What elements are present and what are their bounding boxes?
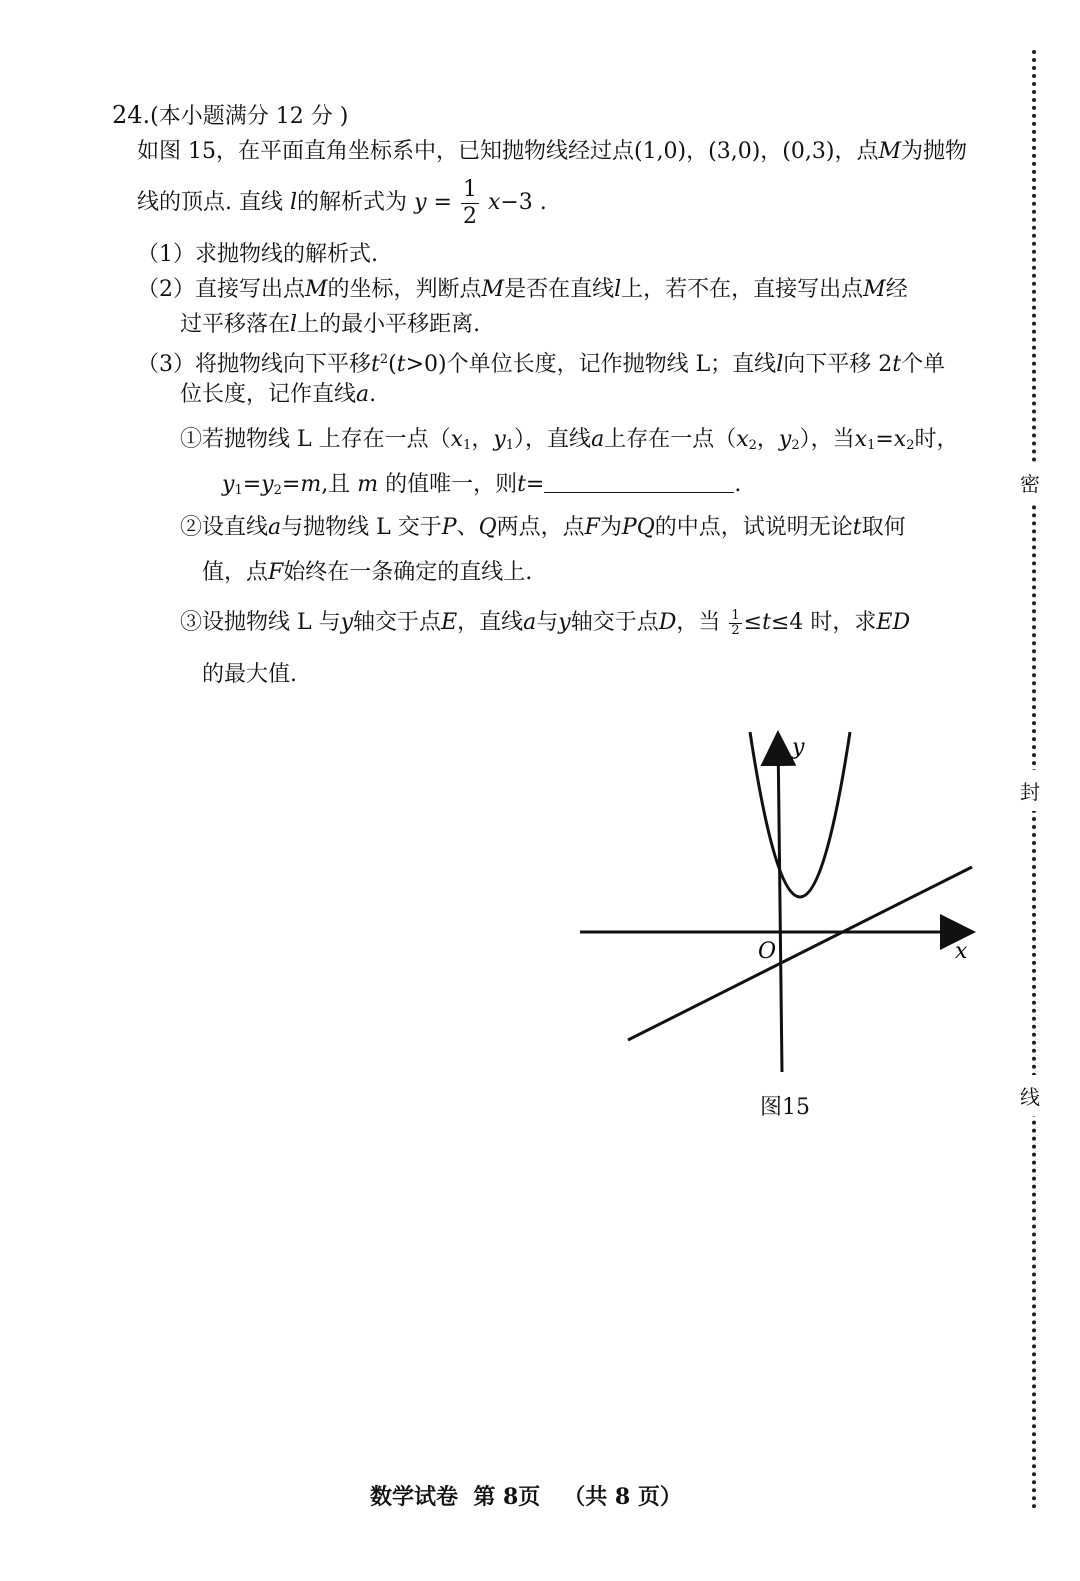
line-l (628, 867, 972, 1040)
subpart-3-line-2: 的最大值. (202, 662, 297, 687)
part-3-line-2: 位长度，记作直线a. (180, 382, 377, 407)
margin-char-feng: 封 (1018, 770, 1042, 811)
subpart-1-line-2: $y_1=y_2=m$,且 m 的值唯一，则t= . (222, 472, 742, 498)
margin-char-xian: 线 (1018, 1075, 1042, 1116)
subpart-1-line-1: ①若抛物线 L 上存在一点（$x_1$，$y_1$），直线a上存在一点（$x_2$，$y_2$），当$x_1=x_2$时， (180, 427, 959, 453)
fraction-half-small: $\frac{1}{2}$ (731, 607, 740, 638)
fraction-one-half: $\frac{1}{2}$ (462, 176, 477, 229)
intro-line-1: 如图 15，在平面直角坐标系中，已知抛物线经过点(1,0)，(3,0)，(0,3)，点M为抛物 (137, 139, 967, 164)
answer-blank (544, 472, 734, 493)
subpart-2-line-2: 值，点F始终在一条确定的直线上. (202, 560, 533, 585)
y-axis (778, 736, 782, 1072)
part-2-line-2: 过平移落在l上的最小平移距离. (180, 312, 481, 337)
axis-label-x: x (955, 939, 968, 964)
part-1: （1）求抛物线的解析式. (137, 242, 378, 267)
subpart-3-line-1: ③设抛物线 L 与y轴交于点E，直线a与y轴交于点D，当 $\frac{1}{2}$ ≤t≤4 时，求ED (180, 607, 911, 638)
question-header: 24.(本小题满分 12 分 ) (112, 101, 349, 129)
subpart-2-line-1: ②设直线a与抛物线 L 交于P、Q两点，点F为PQ的中点，试说明无论t取何 (180, 515, 906, 540)
origin-label: O (758, 939, 777, 964)
part-3-line-1: （3）将抛物线向下平移$t^2(t>0)$个单位长度，记作抛物线 L；直线l向下平移 2t个单 (137, 352, 946, 377)
page-footer: 数学试卷 第 8页 （共 8 页） (370, 1484, 682, 1510)
figure-caption: 图15 (760, 1095, 810, 1120)
margin-char-mi: 密 (1018, 462, 1042, 503)
axis-label-y: y (792, 735, 805, 760)
intro-line-2: 线的顶点. 直线 l的解析式为 y = $\frac{1}{2}$ x−3 . (137, 176, 547, 229)
part-2-line-1: （2）直接写出点M的坐标，判断点M是否在直线l上，若不在，直接写出点M经 (137, 277, 908, 302)
figure-15-graph (570, 722, 990, 1082)
